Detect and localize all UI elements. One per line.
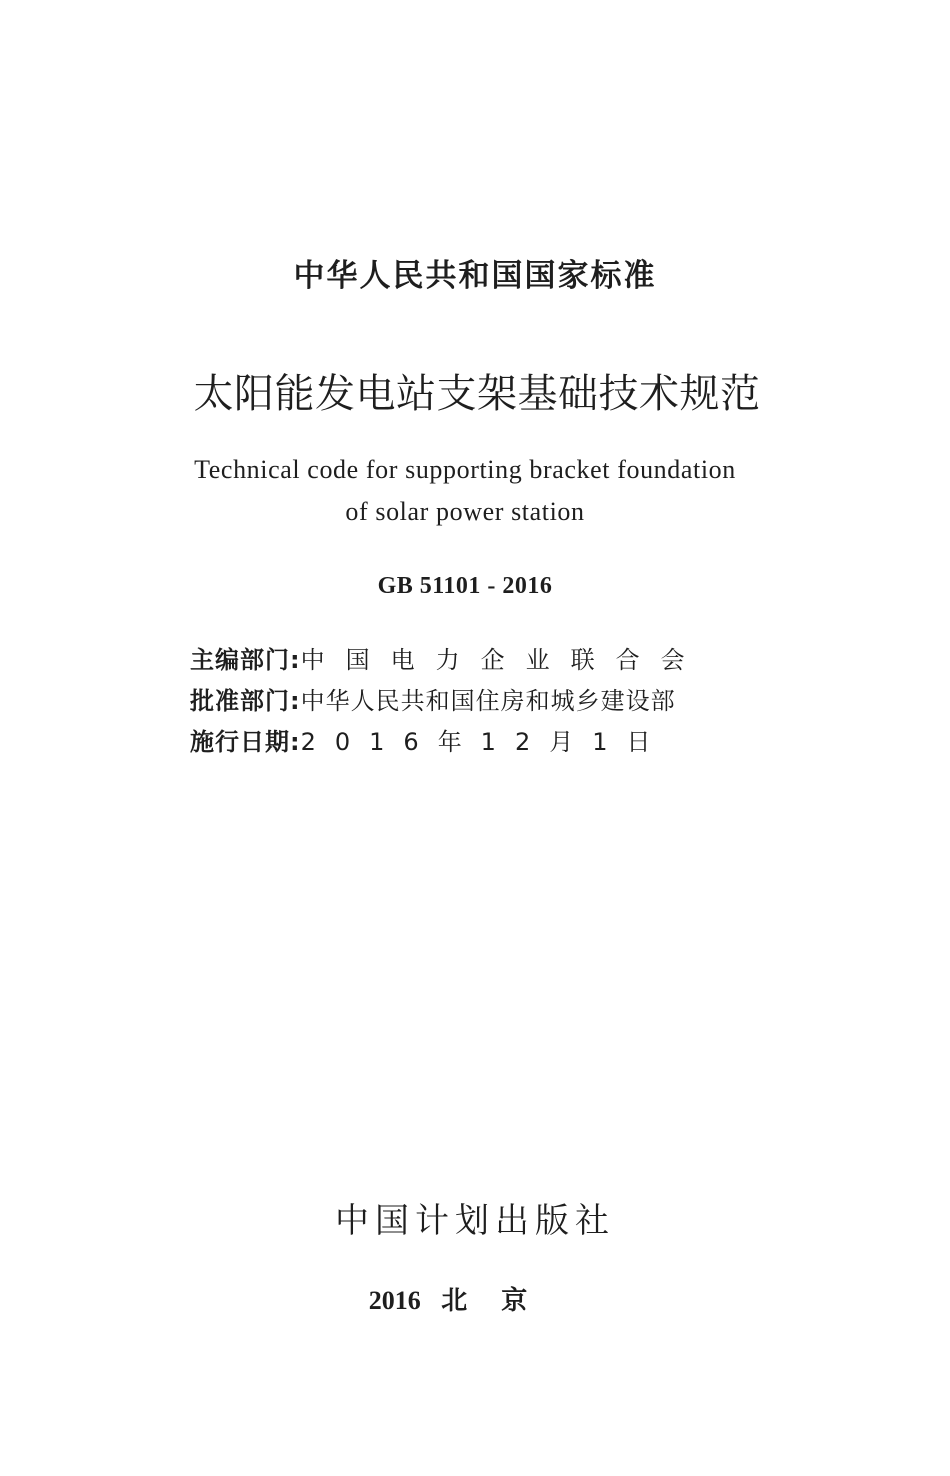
effective-date-label: 施行日期: (190, 728, 301, 756)
info-block (190, 640, 750, 763)
approver-row (190, 681, 750, 722)
effective-date-row (190, 722, 750, 763)
publisher-name: 中国计划出版社 (335, 1201, 615, 1241)
document-title-chinese: 太阳能发电站支架基础技术规范 (193, 371, 761, 417)
publication-city: 北京 (441, 1286, 562, 1316)
editor-label: 主编部门: (190, 646, 301, 674)
document-title-english-line-1: Technical code for supporting bracket foundation (194, 455, 736, 484)
publication-place (0, 1284, 940, 1318)
national-standard-heading: 中华人民共和国国家标准 (293, 258, 657, 294)
editor-row (190, 640, 750, 681)
approver-value: 中华人民共和国住房和城乡建设部 (300, 687, 676, 715)
editor-value: 中国电力企业联合会 (300, 646, 706, 674)
document-title-english-line-2: of solar power station (345, 497, 585, 526)
approver-label: 批准部门: (190, 687, 301, 715)
standard-code-number: GB 51101 - 2016 (377, 573, 553, 599)
effective-date-value: 2016年12月1日 (300, 728, 670, 756)
publication-year: 2016 (368, 1286, 421, 1315)
